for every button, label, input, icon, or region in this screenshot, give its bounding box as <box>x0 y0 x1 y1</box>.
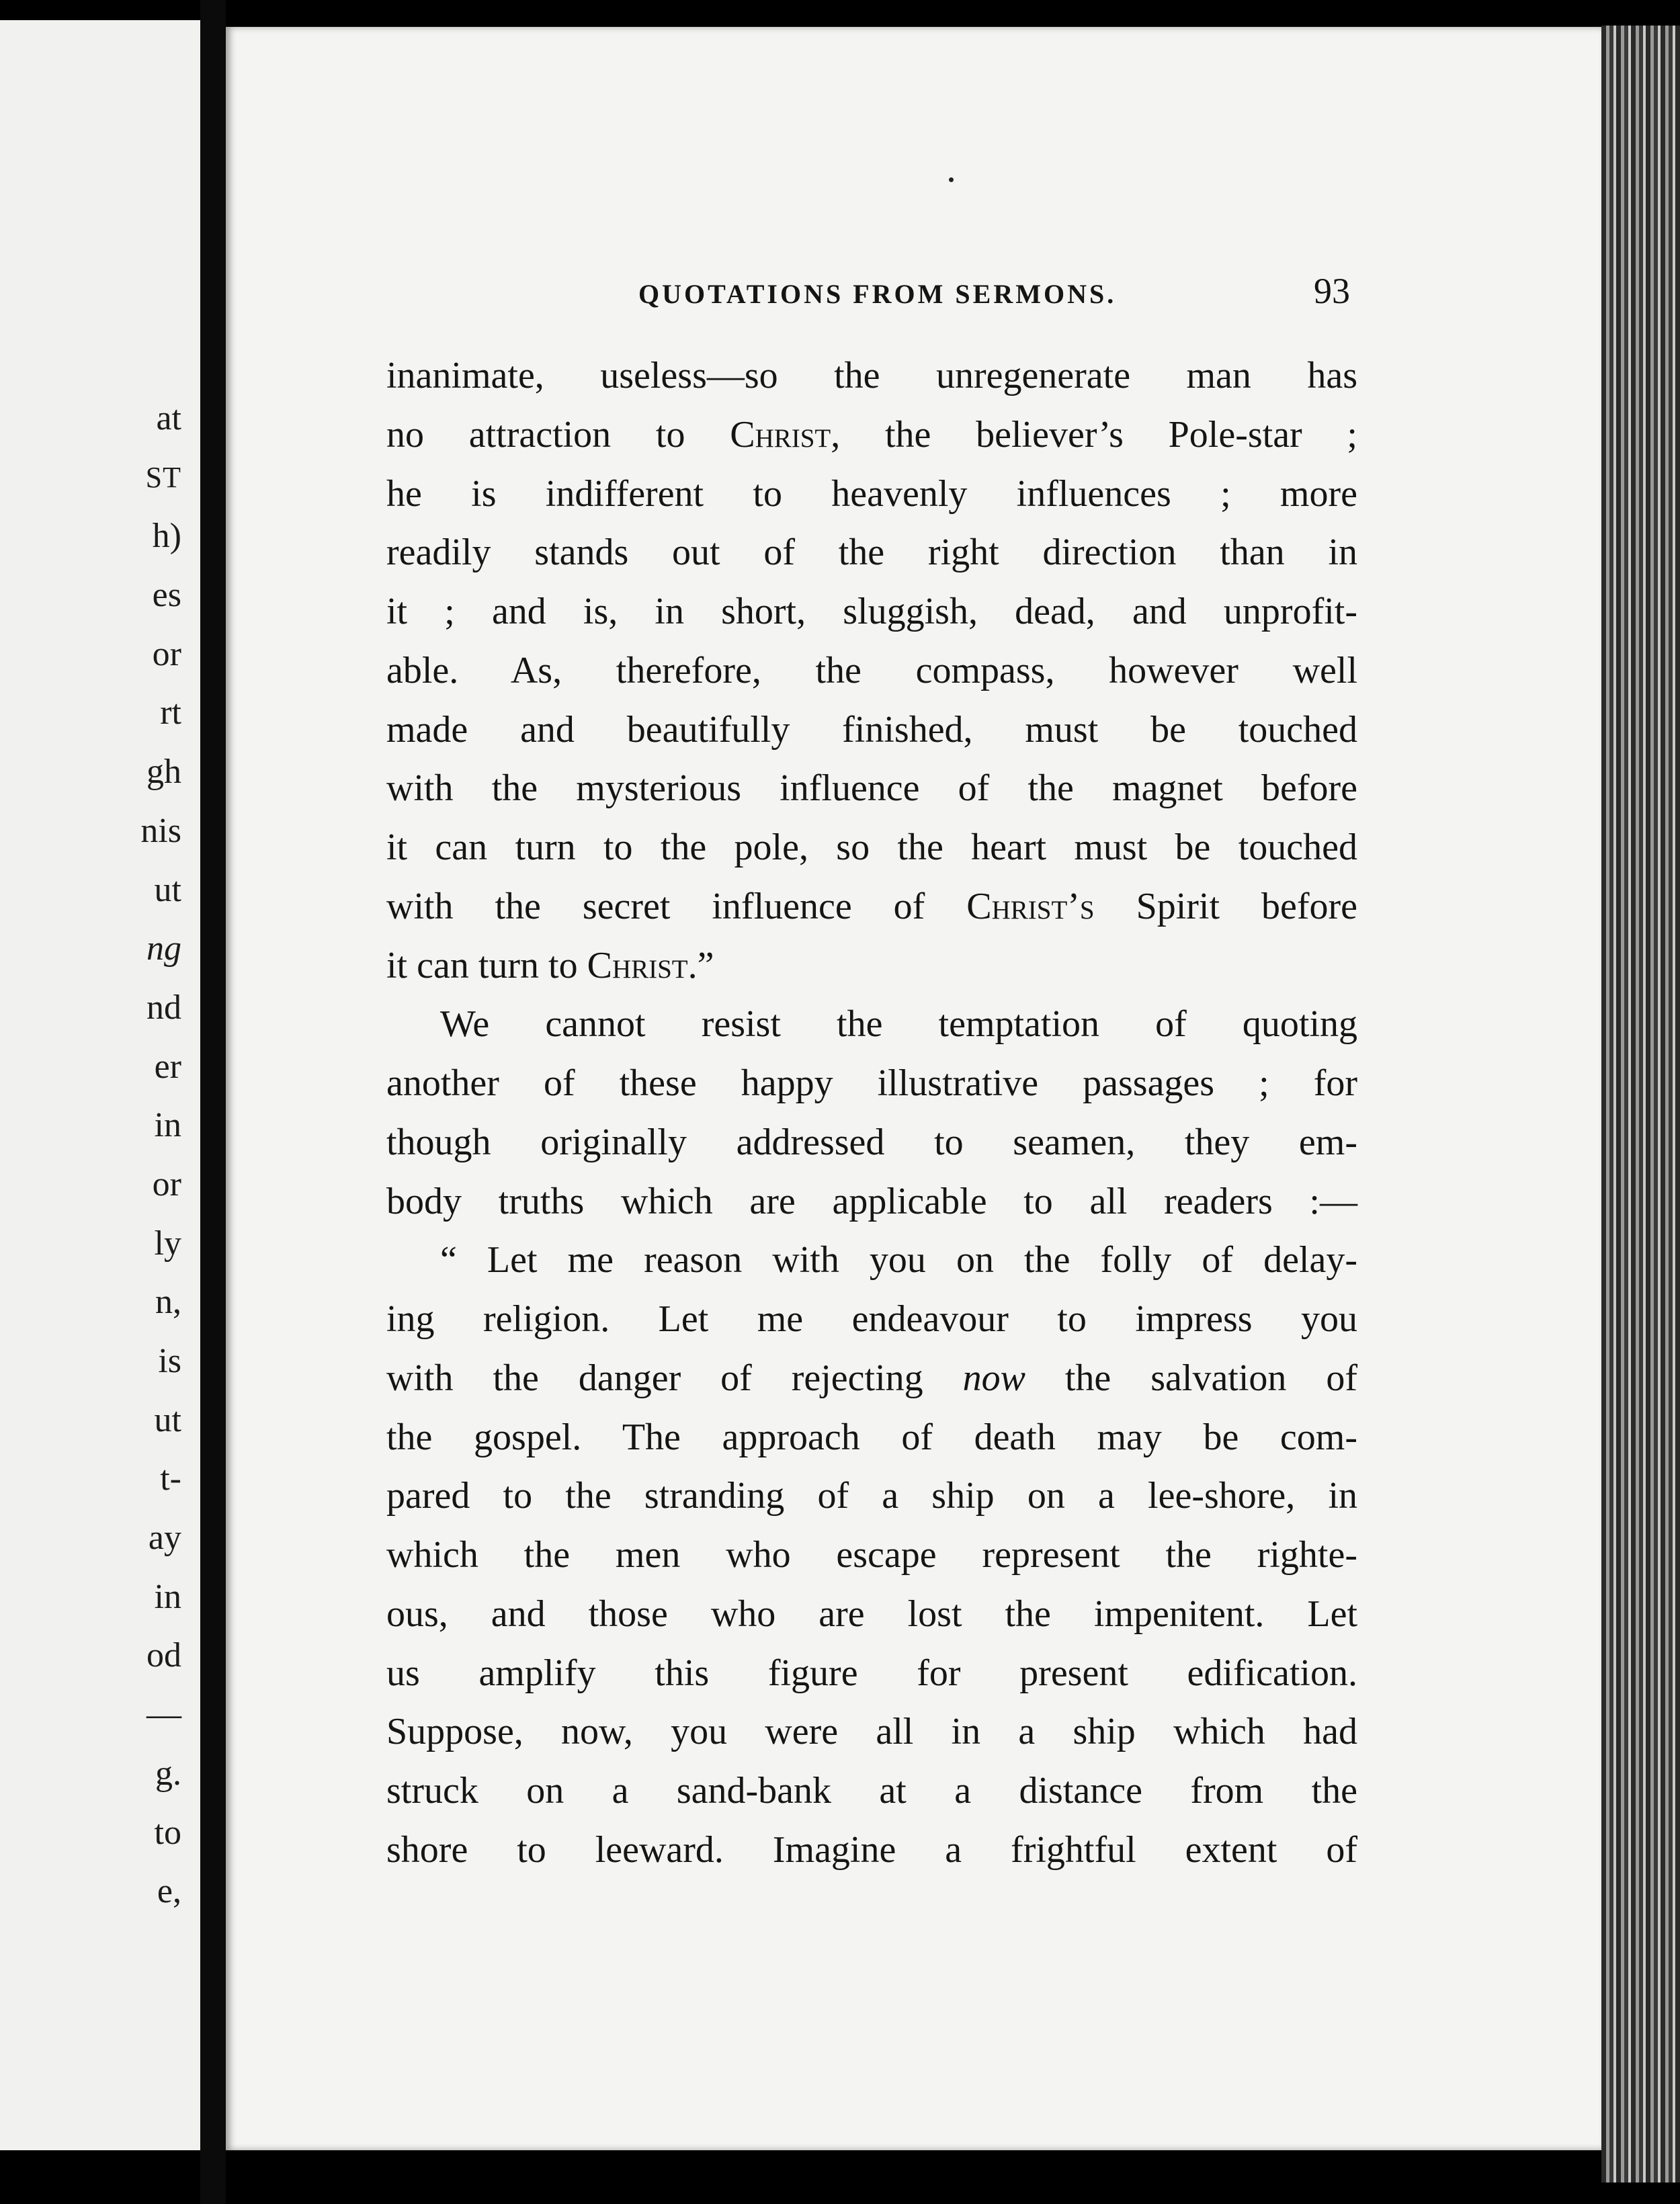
text-line <box>386 995 1357 1054</box>
text-run: it can turn to the pole, so the heart must be touched <box>386 826 1357 868</box>
text-line <box>386 523 1357 583</box>
text-run: it ; and is, in short, sluggish, dead, and unprofit- <box>386 591 1357 632</box>
text-run: though originally addressed to seamen, they em- <box>386 1121 1357 1163</box>
left-page-fragment: ut <box>154 870 181 909</box>
text-line <box>386 878 1357 937</box>
left-page-fragment: is <box>158 1342 181 1380</box>
text-line <box>386 937 1357 996</box>
text-run: which the men who escape represent the righte- <box>386 1534 1357 1576</box>
book-gutter <box>200 0 226 2204</box>
left-page-fragment: ut <box>154 1400 181 1439</box>
text-line <box>386 1290 1357 1349</box>
text-line <box>386 1585 1357 1644</box>
left-page-fragment: in <box>154 1106 181 1145</box>
left-page-fragment: e, <box>157 1872 181 1911</box>
text-run: no attraction to <box>386 413 730 456</box>
left-page-fragment: at <box>156 399 181 437</box>
text-run: .” <box>687 944 714 986</box>
text-line <box>386 1054 1357 1113</box>
small-caps-word: Christ’s <box>966 885 1095 927</box>
left-page-fragment: ST <box>145 460 181 494</box>
text-run: inanimate, useless—so the unregenerate man has <box>386 355 1357 396</box>
text-run: shore to leeward. Imagine a frightful extent of <box>386 1828 1357 1871</box>
left-page-fragment: to <box>154 1813 181 1852</box>
text-run: us amplify this figure for present edification. <box>386 1652 1357 1694</box>
left-page-fragment: gh <box>146 753 181 792</box>
running-head: QUOTATIONS FROM SERMONS. <box>638 279 1117 309</box>
left-page-fragment: rt <box>160 693 181 732</box>
small-caps-word: Christ <box>587 944 688 986</box>
text-run: another of these happy illustrative passages ; for <box>386 1062 1357 1104</box>
ink-speck <box>949 177 954 182</box>
text-line <box>386 818 1357 878</box>
text-line <box>386 347 1357 406</box>
text-line <box>386 1173 1357 1232</box>
left-page-fragment: or <box>152 1164 181 1203</box>
body-text <box>386 347 1357 1880</box>
text-run: struck on a sand-bank at a distance from the <box>386 1770 1357 1812</box>
text-line <box>386 1408 1357 1468</box>
text-line <box>386 642 1357 701</box>
text-line <box>386 701 1357 760</box>
left-page-fragment: n, <box>155 1283 181 1322</box>
text-line <box>386 1231 1357 1290</box>
italic-word: now <box>962 1357 1025 1399</box>
text-run: he is indifferent to heavenly influences ; more <box>386 472 1357 515</box>
left-page-fragment: ay <box>148 1519 181 1558</box>
left-page-fragment: in <box>154 1577 181 1616</box>
text-run: Spirit before <box>1094 885 1357 927</box>
left-facing-page <box>0 20 200 2150</box>
text-run: Suppose, now, you were all in a ship which had <box>386 1711 1357 1753</box>
left-page-fragment: or <box>152 634 181 673</box>
text-run: ous, and those who are lost the impenitent. Let <box>386 1593 1357 1635</box>
text-run: readily stands out of the right direction than in <box>386 532 1357 574</box>
left-page-fragment: t- <box>160 1459 181 1498</box>
text-line <box>386 465 1357 524</box>
left-page-fragment: g. <box>155 1754 181 1793</box>
left-page-fragment: ng <box>146 929 181 968</box>
small-caps-word: Christ <box>730 413 831 456</box>
text-run: it can turn to <box>386 944 587 986</box>
text-line <box>386 1821 1357 1880</box>
text-run: “ Let me reason with you on the folly of delay- <box>440 1239 1357 1281</box>
text-run: with the mysterious influence of the magnet before <box>386 767 1357 810</box>
text-line <box>386 1349 1357 1408</box>
text-run: made and beautifully finished, must be touched <box>386 708 1357 751</box>
left-page-fragment: ly <box>154 1224 181 1263</box>
text-line <box>386 1703 1357 1762</box>
left-page-fragment: nis <box>140 811 181 850</box>
page-number: 93 <box>1314 271 1350 311</box>
text-run: with the danger of rejecting <box>386 1357 963 1399</box>
text-run: the gospel. The approach of death may be com- <box>386 1416 1357 1458</box>
text-run: able. As, therefore, the compass, however well <box>386 649 1357 691</box>
text-line <box>386 1113 1357 1173</box>
text-line <box>386 1526 1357 1585</box>
text-line <box>386 1644 1357 1703</box>
text-line <box>386 1467 1357 1526</box>
page-edges <box>1601 26 1680 2182</box>
left-page-fragment: er <box>154 1047 181 1086</box>
left-page-fragment: es <box>152 576 181 615</box>
text-run: with the secret influence of <box>386 885 967 927</box>
text-line <box>386 406 1357 465</box>
text-run: body truths which are applicable to all readers :— <box>386 1180 1357 1222</box>
text-run: pared to the stranding of a ship on a lee-shore, in <box>386 1475 1357 1517</box>
left-page-fragment: nd <box>146 988 181 1027</box>
left-page-fragment: — <box>146 1695 181 1734</box>
text-run: , the believer’s Pole-star ; <box>831 413 1357 456</box>
left-page-text-fragments <box>0 389 181 1921</box>
text-run: the salvation of <box>1025 1357 1357 1399</box>
left-page-fragment: od <box>146 1636 181 1675</box>
left-page-fragment: h) <box>152 517 181 556</box>
text-line <box>386 759 1357 818</box>
text-run: We cannot resist the temptation of quoting <box>440 1003 1357 1046</box>
text-run: ing religion. Let me endeavour to impress you <box>386 1298 1357 1340</box>
text-line <box>386 1762 1357 1821</box>
text-line <box>386 583 1357 642</box>
